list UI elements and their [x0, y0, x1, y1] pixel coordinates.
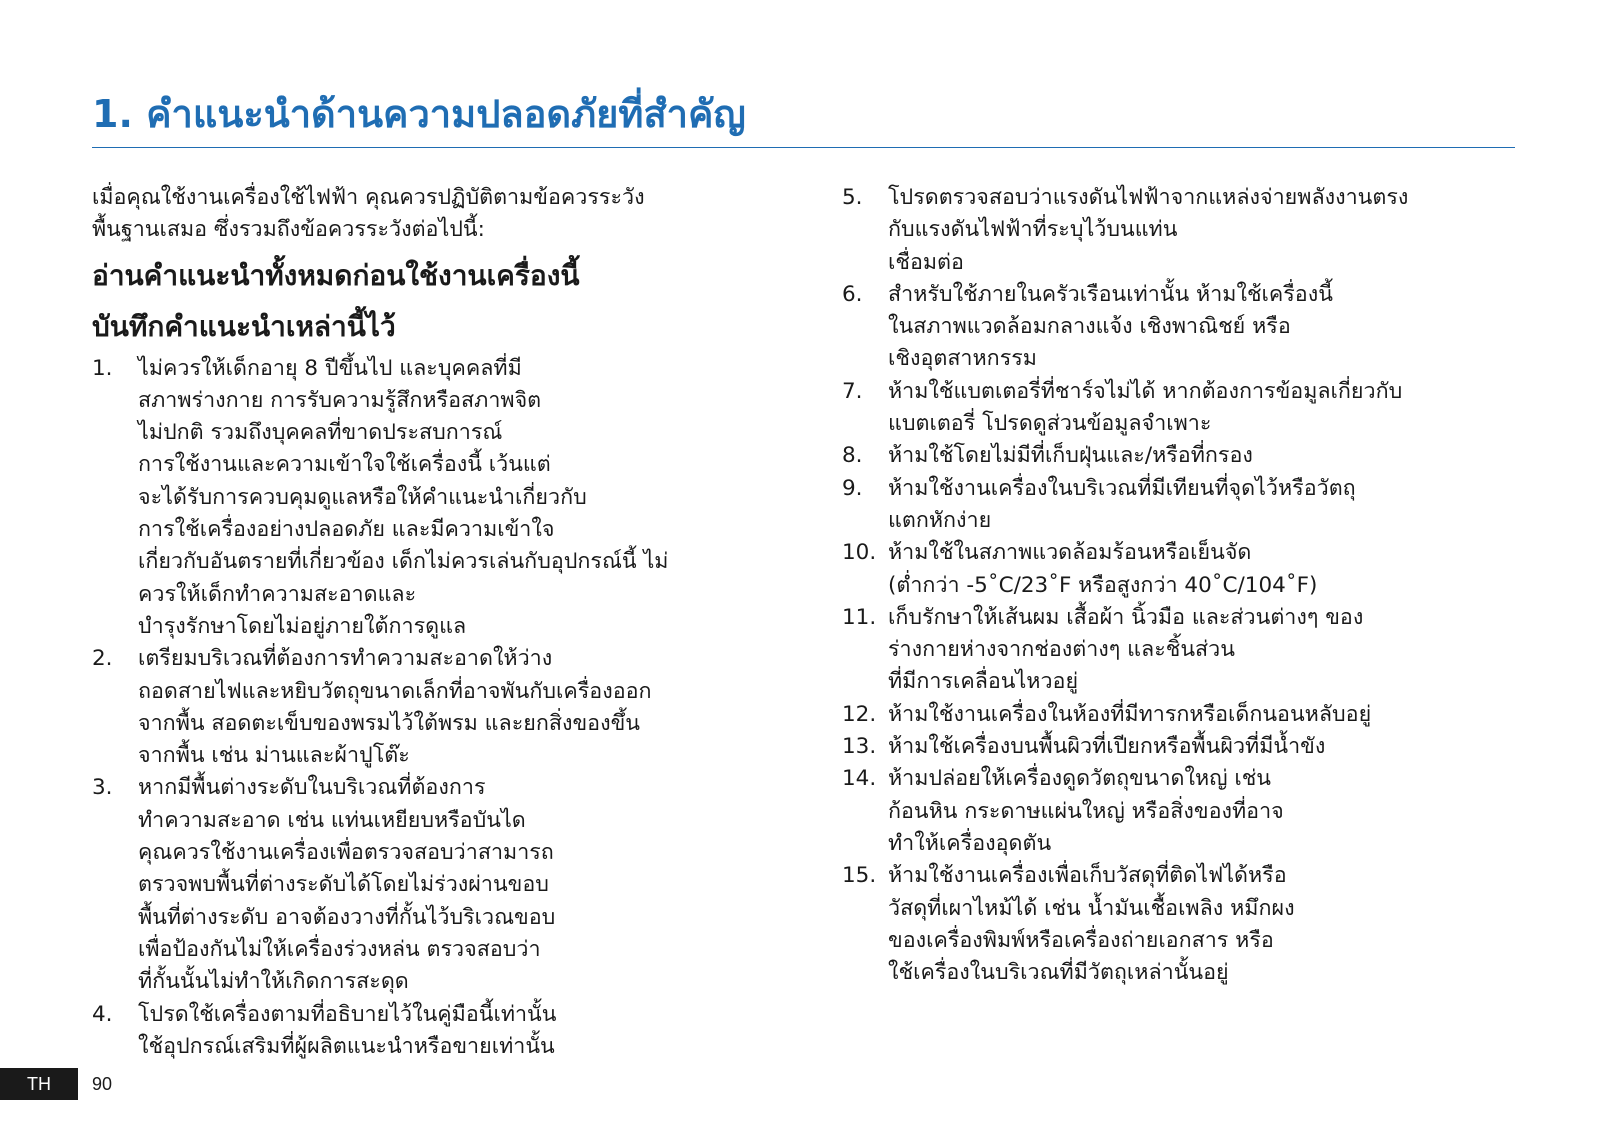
- item-number: 4.: [92, 1001, 113, 1027]
- item-number: 6.: [842, 281, 863, 307]
- right-column: [842, 182, 1522, 989]
- item-number: 14.: [842, 766, 877, 792]
- item-number: 2.: [92, 646, 113, 672]
- list-item: [92, 353, 787, 644]
- item-number: 3.: [92, 775, 113, 801]
- item-text: ห้ามใช้งานเครื่องในบริเวณที่มีเทียนที่จุดไว้หรือวัตถุ แตกหักง่าย: [888, 475, 1356, 533]
- item-text: ห้ามใช้งานเครื่องเพื่อเก็บวัสดุที่ติดไฟได้หรือ วัสดุที่เผาไหม้ได้ เช่น น้ำมันเชื้อเพลิง หมึกผง ของเครื่องพิมพ์หรือเครื่องถ่ายเอกสาร หรือ ใช้เครื่องในบริเวณที่มีวัตถุเหล่านั้นอยู่: [888, 863, 1295, 986]
- item-text: ไม่ควรให้เด็กอายุ 8 ปีขึ้นไป และบุคคลที่มี สภาพร่างกาย การรับความรู้สึกหรือสภาพจิต ไม่ปกติ รวมถึงบุคคลที่ขาดประสบการณ์ การใช้งานและความเข้าใจใช้เครื่องนี้ เว้นแต่ จะได้รับการควบคุมดูแลหรือให้คำแนะนำเกี่ยวกับ การใช้เครื่องอย่างปลอดภัย และมีความเข้าใจ เกี่ยวกับอันตรายที่เกี่ยวข้อง เด็กไม่ควรเล่นกับอุปกรณ์นี้ ไม่ ควรให้เด็กทำความสะอาดและ บำรุงรักษาโดยไม่อยู่ภายใต้การดูแล: [138, 355, 669, 639]
- page-title: 1. คำแนะนำด้านความปลอดภัยที่สำคัญ: [92, 92, 746, 136]
- safety-list-right: [842, 182, 1522, 989]
- list-item: [842, 602, 1522, 699]
- item-number: 9.: [842, 475, 863, 501]
- item-text: ห้ามใช้เครื่องบนพื้นผิวที่เปียกหรือพื้นผิวที่มีน้ำขัง: [888, 734, 1326, 760]
- item-text: ห้ามใช้งานเครื่องในห้องที่มีทารกหรือเด็กนอนหลับอยู่: [888, 701, 1372, 727]
- item-number: 13.: [842, 734, 877, 760]
- list-item: [842, 860, 1522, 989]
- item-number: 8.: [842, 443, 863, 469]
- list-item: [842, 182, 1522, 279]
- list-item: [842, 440, 1522, 472]
- list-item: [92, 643, 787, 772]
- safety-list-left: [92, 353, 787, 1064]
- list-item: [842, 537, 1522, 602]
- item-text: หากมีพื้นต่างระดับในบริเวณที่ต้องการ ทำความสะอาด เช่น แท่นเหยียบหรือบันได คุณควรใช้งานเครื่องเพื่อตรวจสอบว่าสามารถ ตรวจพบพื้นที่ต่างระดับได้โดยไม่ร่วงผ่านขอบ พื้นที่ต่างระดับ อาจต้องวางที่กั้นไว้บริเวณขอบ เพื่อป้องกันไม่ให้เครื่องร่วงหล่น ตรวจสอบว่า ที่กั้นนั้นไม่ทำให้เกิดการสะดุด: [138, 775, 556, 995]
- item-number: 12.: [842, 701, 877, 727]
- item-text: สำหรับใช้ภายในครัวเรือนเท่านั้น ห้ามใช้เครื่องนี้ ในสภาพแวดล้อมกลางแจ้ง เชิงพาณิชย์ หรือ เชิงอุตสาหกรรม: [888, 281, 1333, 372]
- item-text: ห้ามใช้แบตเตอรี่ที่ชาร์จไม่ได้ หากต้องการข้อมูลเกี่ยวกับ แบตเตอรี่ โปรดดูส่วนข้อมูลจำเพาะ: [888, 378, 1403, 437]
- item-text: เตรียมบริเวณที่ต้องการทำความสะอาดให้ว่าง ถอดสายไฟและหยิบวัตถุขนาดเล็กที่อาจพันกับเครื่องออก จากพื้น สอดตะเข็บของพรมไว้ใต้พรม และยกสิ่งของขึ้น จากพื้น เช่น ม่านและผ้าปูโต๊ะ: [138, 646, 652, 769]
- language-tag: TH: [0, 1068, 78, 1100]
- item-text: ห้ามใช้โดยไม่มีที่เก็บฝุ่นและ/หรือที่กรอง: [888, 443, 1253, 469]
- list-item: [842, 473, 1522, 538]
- item-text: ห้ามใช้ในสภาพแวดล้อมร้อนหรือเย็นจัด (ต่ำกว่า -5˚C/23˚F หรือสูงกว่า 40˚C/104˚F): [888, 540, 1318, 598]
- list-item: [842, 699, 1522, 731]
- subheading-read-instructions: อ่านคำแนะนำทั้งหมดก่อนใช้งานเครื่องนี้: [92, 258, 580, 292]
- page-number: 90: [92, 1074, 113, 1094]
- item-number: 7.: [842, 378, 863, 404]
- title-divider: [92, 147, 1515, 148]
- list-item: [842, 731, 1522, 763]
- list-item: [92, 999, 787, 1064]
- item-number: 11.: [842, 604, 877, 630]
- item-number: 1.: [92, 355, 113, 381]
- item-number: 5.: [842, 185, 863, 210]
- item-number: 10.: [842, 540, 877, 566]
- item-text: โปรดใช้เครื่องตามที่อธิบายไว้ในคู่มือนี้เท่านั้น ใช้อุปกรณ์เสริมที่ผู้ผลิตแนะนำหรือขายเท่านั้น: [138, 1001, 557, 1059]
- list-item: [842, 279, 1522, 376]
- list-item: [92, 772, 787, 998]
- subheading-save-instructions: บันทึกคำแนะนำเหล่านี้ไว้: [92, 309, 396, 343]
- item-text: โปรดตรวจสอบว่าแรงดันไฟฟ้าจากแหล่งจ่ายพลังงานตรง กับแรงดันไฟฟ้าที่ระบุไว้บนแท่น เชื่อมต่อ: [888, 185, 1409, 275]
- list-item: [842, 376, 1522, 441]
- intro-paragraph: เมื่อคุณใช้งานเครื่องใช้ไฟฟ้า คุณควรปฏิบัติตามข้อควรระวัง พื้นฐานเสมอ ซึ่งรวมถึงข้อควรระวังต่อไปนี้:: [92, 185, 645, 243]
- item-number: 15.: [842, 863, 877, 889]
- list-item: [842, 763, 1522, 860]
- item-text: เก็บรักษาให้เส้นผม เสื้อผ้า นิ้วมือ และส่วนต่างๆ ของ ร่างกายห่างจากช่องต่างๆ และชิ้นส่วน ที่มีการเคลื่อนไหวอยู่: [888, 604, 1364, 695]
- left-column: [92, 182, 787, 1063]
- item-text: ห้ามปล่อยให้เครื่องดูดวัตถุขนาดใหญ่ เช่น ก้อนหิน กระดาษแผ่นใหญ่ หรือสิ่งของที่อาจ ทำให้เครื่องอุดตัน: [888, 766, 1284, 856]
